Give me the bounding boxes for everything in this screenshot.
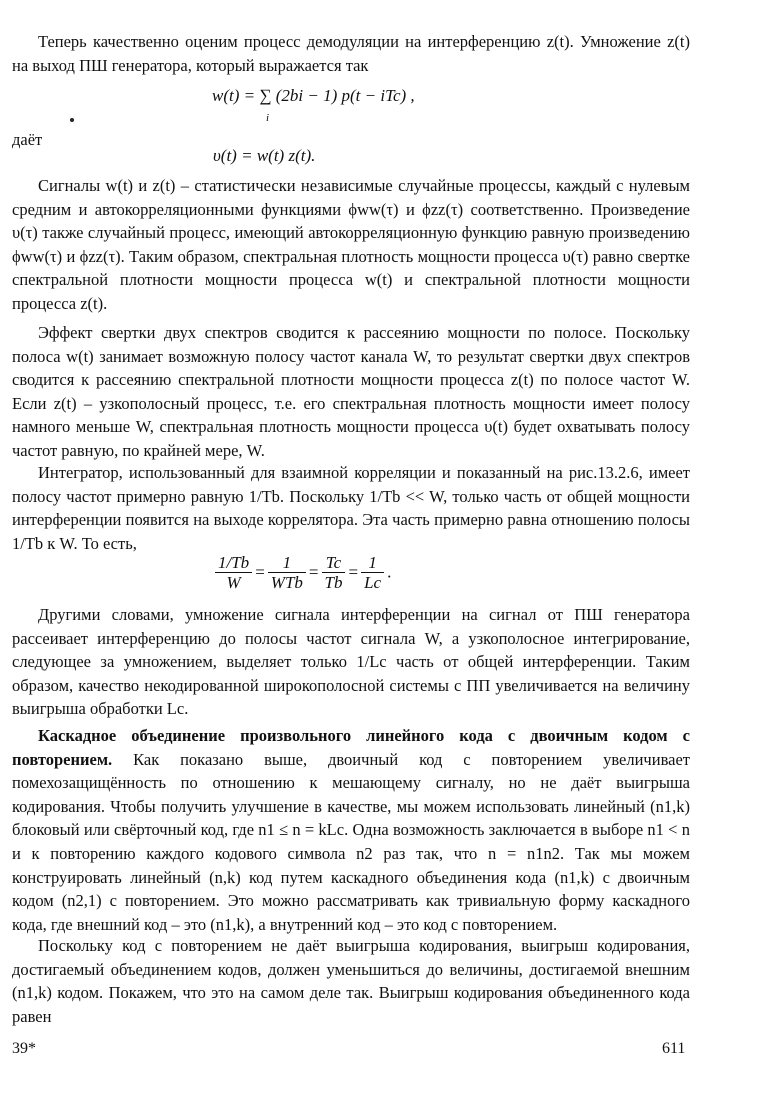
- paragraph-text: Как показано выше, двоичный код с повторением увеличивает помехозащищённость по отношению к мешающему сигналу, но не даёт выигрыша кодирования. Чтобы получить улучшение в качестве, мы можем использовать линейный (n1,k) блоковый или свёрточный код, где n1 ≤ n = kLc. Одна возможность заключается в выборе n1 < n и к повторению каждого кодового символа n2 раз так, что n = n1n2. Так мы можем конструировать линейный (n,k) код путем каскадного объединения кода (n1,k) с двоичным кодом (n2,1) с повторением. Это можно рассматривать как тривиальную форму каскадного кода, где внешний код – это (n1,k), а внутренний код – это код с повторением.: [12, 749, 690, 934]
- paragraph-text: Теперь качественно оценим процесс демодуляции на интерференцию z(t). Умножение z(t) на выход ПШ генератора, который выражается так: [12, 32, 690, 75]
- formula-product: [213, 146, 315, 166]
- formula-processing-gain: $\frac{1/Tb}{W}$ = $\frac{1}{\text{WTb}}$ = $\frac{Tc}{Tb}$ = $\frac{1}{Lc}$ .: [212, 554, 391, 593]
- paragraph-convolution: [12, 321, 690, 463]
- paragraph-concatenation: [12, 724, 690, 936]
- section-heading: Каскадное объединение произвольного линейного кода с двоичным кодом с повторением.: [12, 726, 690, 769]
- paragraph-signals: [12, 174, 690, 316]
- paragraph-text: Интегратор, использованный для взаимной корреляции и показанный на рис.13.2.6, имеет полосу частот примерно равную 1/Tb. Поскольку 1/Tb << W, только часть от общей мощности интерференции появится на выходе коррелятора. Эта часть примерно равна отношению полосы 1/Tb к W. То есть,: [12, 463, 690, 553]
- formula-sum-index: [266, 112, 269, 124]
- paragraph-text: Эффект свертки двух спектров сводится к рассеянию мощности по полосе. Поскольку полоса w(t) занимает возможную полосу частот канала W, то результат свертки двух спектров сводится к рассеянию спектральной плотности мощности процесса z(t) по полосе частот W. Если z(t) – узкополосный процесс, т.е. его спектральная плотность мощности имеет полосу намного меньше W, спектральная плотность мощности процесса υ(t) будет охватывать полосу частот равную, по крайней мере, W.: [12, 323, 690, 460]
- paragraph-coding-gain: [12, 934, 690, 1028]
- paragraph-integrator: [12, 461, 690, 555]
- scan-speck: [70, 118, 74, 122]
- paragraph-text: даёт: [12, 130, 43, 149]
- paragraph-text: Сигналы w(t) и z(t) – статистически независимые случайные процессы, каждый с нулевым средним и автокорреляционными функциями ϕww(τ) и ϕzz(τ) соответственно. Произведение υ(τ) также случайный процесс, имеющий автокорреляционную функцию равную произведению ϕww(τ) и ϕzz(τ). Таким образом, спектральная плотность мощности процесса υ(τ) равно свертке спектральной плотности мощности процесса w(t) и спектральной плотности мощности процесса z(t).: [12, 176, 690, 313]
- fraction-2: $\frac{1}{\text{WTb}}$: [268, 554, 306, 593]
- fraction-4: $\frac{1}{Lc}$: [361, 554, 384, 593]
- formula-text: w(t) = ∑ (2bi − 1) p(t − iTc) ,: [212, 86, 415, 105]
- formula-text: υ(t) = w(t) z(t).: [213, 146, 316, 165]
- footer-signature-mark: 39*: [12, 1040, 36, 1057]
- paragraph-other-words: [12, 603, 690, 721]
- paragraph-text: Другими словами, умножение сигнала интерференции на сигнал от ПШ генератора рассеивает интерференцию до полосы частот сигнала W, а узкополосное интегрирование, следующее за умножением, выделяет только 1/Lc часть от общей интерференции. Таким образом, качество некодированной широкополосной системы с ПП увеличивается на величину выигрыша обработки Lc.: [12, 605, 690, 719]
- paragraph-text: Поскольку код с повторением не даёт выигрыша кодирования, выигрыш кодирования, достигаемый объединением кодов, должен уменьшиться до величины, достигаемой внешним (n1,k) кодом. Покажем, что это на самом деле так. Выигрыш кодирования объединенного кода равен: [12, 936, 690, 1026]
- paragraph-daet: [12, 128, 690, 152]
- formula-pn-sequence: [212, 86, 415, 106]
- fraction-3: $\frac{Tc}{Tb}$: [322, 554, 346, 593]
- formula-index-text: i: [266, 112, 270, 124]
- page-number: 611: [662, 1040, 686, 1057]
- paragraph-demodulation-intro: [12, 30, 690, 77]
- fraction-1: $\frac{1/Tb}{W}$: [215, 554, 252, 593]
